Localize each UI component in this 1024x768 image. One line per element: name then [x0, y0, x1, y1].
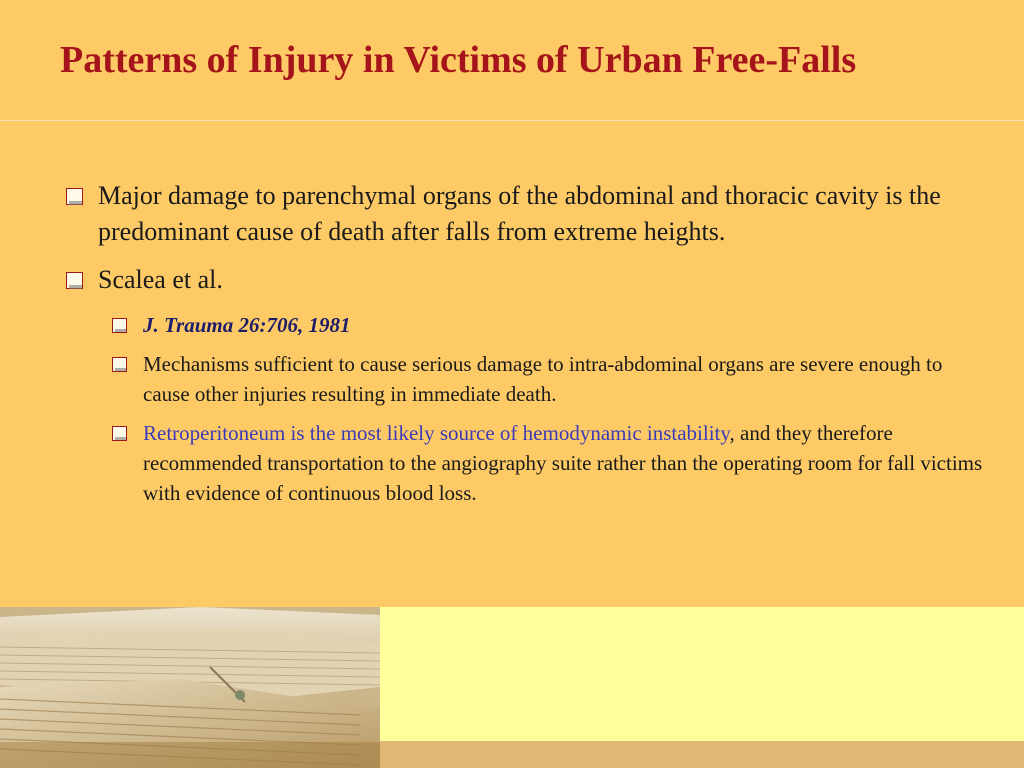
- sub-bullet-item: [110, 349, 993, 409]
- bottom-tan-band: [380, 741, 1024, 768]
- square-bullet-icon: [112, 357, 127, 372]
- square-bullet-icon: [66, 188, 83, 205]
- square-bullet-icon: [66, 272, 83, 289]
- bullet-item: [62, 262, 962, 298]
- papers-illustration: [0, 607, 380, 768]
- slide-title: Patterns of Injury in Victims of Urban Free-Falls: [60, 39, 857, 81]
- highlighted-text: Retroperitoneum is the most likely source of hemodynamic instability: [143, 421, 730, 445]
- bullet-text: Scalea et al.: [98, 265, 223, 294]
- sub-bullet-item: [110, 310, 993, 340]
- square-bullet-icon: [112, 318, 127, 333]
- journal-citation: J. Trauma 26:706, 1981: [143, 313, 351, 337]
- bullet-text: Major damage to parenchymal organs of the abdominal and thoracic cavity is the predominant cause of death after falls from extreme heights.: [98, 181, 941, 246]
- sub-bullet-item: [110, 418, 993, 508]
- sub-bullet-text: Mechanisms sufficient to cause serious damage to intra-abdominal organs are severe enough to cause other injuries resulting in immediate death.: [143, 352, 943, 406]
- stacked-papers-image: [0, 607, 380, 768]
- slide-body: [62, 178, 983, 517]
- square-bullet-icon: [112, 426, 127, 441]
- bullet-item: [62, 178, 962, 250]
- sub-bullet-text: , and they therefore recommended transportation to the angiography suite rather than the operating room for fall victims with evidence of continuous blood loss.: [143, 421, 983, 505]
- title-divider: [0, 120, 1024, 121]
- bottom-yellow-panel: [380, 607, 1024, 741]
